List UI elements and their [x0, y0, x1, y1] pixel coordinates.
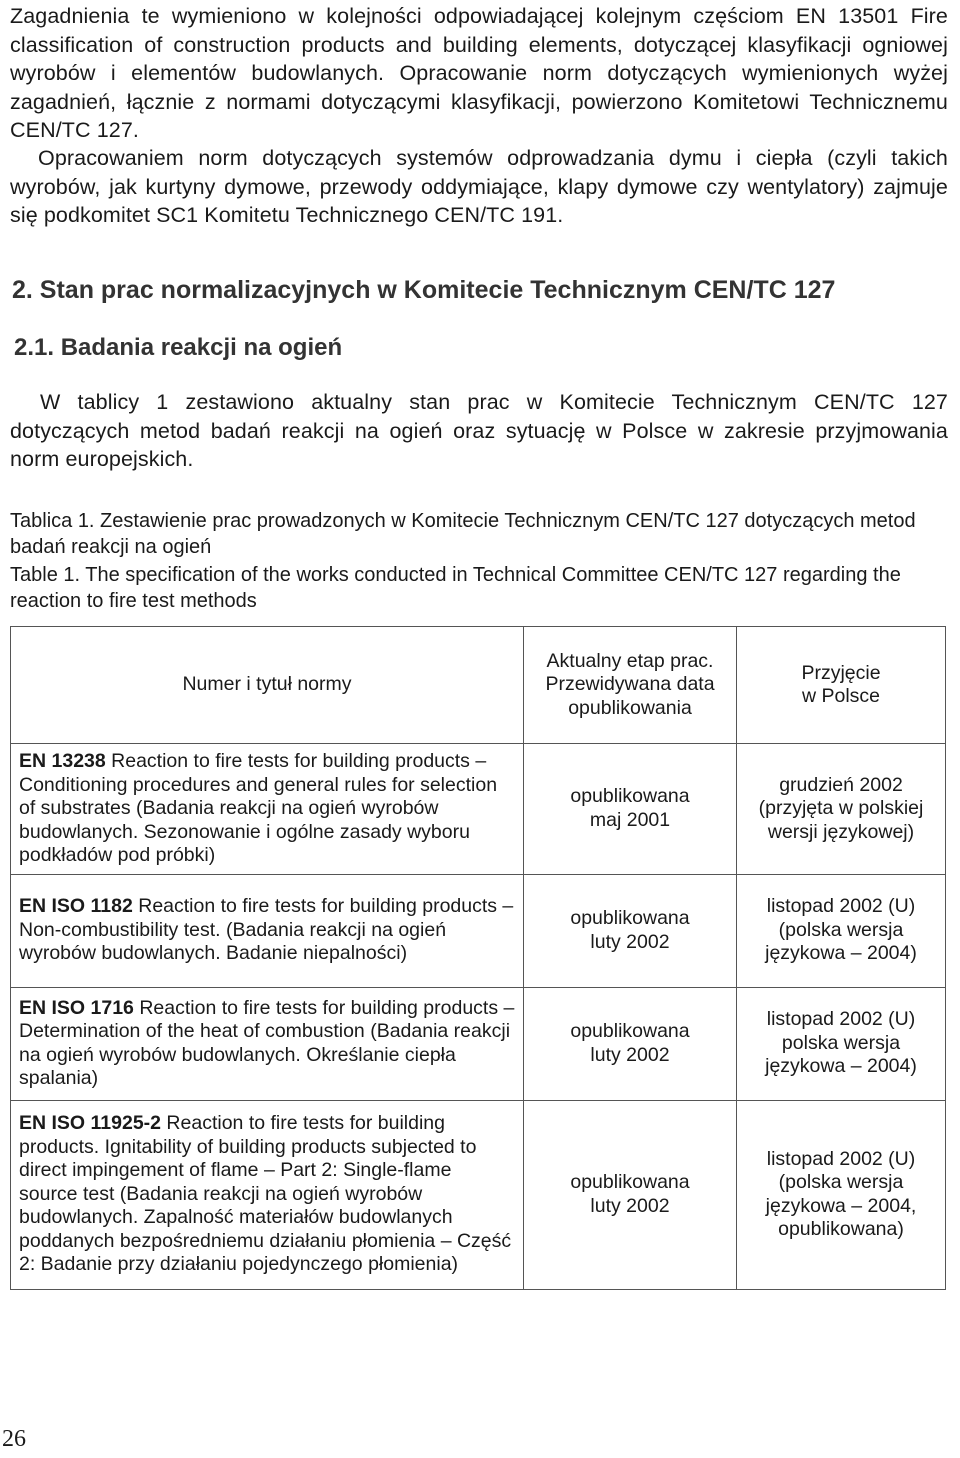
poland-cell [737, 744, 946, 875]
poland-line: językowa – 2004, [765, 1194, 917, 1217]
page-number: 26 [2, 1426, 26, 1452]
table-header-row [11, 627, 946, 744]
norms-table [10, 626, 946, 1290]
norm-title: Reaction to fire tests for building products – Conditioning procedures and general rules for selection of substrates (Badania reakcji na ogień wyrobów budowlanych. Sezonowanie i ogólne zasady wyboru podkładów pod próbki) [19, 750, 498, 866]
poland-line: listopad 2002 (U) [766, 895, 916, 918]
stage-line: opublikowana [570, 1020, 690, 1042]
norm-cell [11, 987, 524, 1100]
stage-cell [524, 987, 737, 1100]
stage-cell [524, 874, 737, 987]
poland-line: grudzień 2002 [779, 773, 903, 796]
table-intro-paragraph: W tablicy 1 zestawiono aktualny stan prac w Komitecie Technicznym CEN/TC 127 dotyczących metod badań reakcji na ogień oraz sytuację w Polsce w zakresie przyjmowania norm europejskich. [10, 390, 948, 471]
stage-line: luty 2002 [590, 1043, 670, 1066]
norm-title: Reaction to fire tests for building products – Non-combustibility test. (Badania reakcji na ogień wyrobów budowlanych. Badanie niepalności) [19, 895, 514, 965]
table-row [11, 874, 946, 987]
header-poland [737, 627, 946, 744]
poland-line: polska wersja [781, 1031, 901, 1054]
norm-title: Reaction to fire tests for building products – Determination of the heat of combustion (Badania reakcji na ogień wyrobów budowlanych. Określanie ciepła spalania) [19, 996, 515, 1089]
norm-code: EN ISO 1182 [19, 895, 133, 918]
norm-title: Reaction to fire tests for building products. Ignitability of building products subjected to direct impingement of flame – Part 2: Single-flame source test (Badania reakcji na ogień wyrobów budowlanych. Zapalność materiałów budowlanych poddanych bezpośredniemu działaniu płomienia – Część 2: Badanie przy działaniu pojedynczego płomienia) [19, 1112, 512, 1276]
stage-line: opublikowana [570, 1171, 690, 1193]
stage-line: maj 2001 [589, 808, 671, 831]
poland-line: językowa – 2004) [765, 942, 917, 965]
poland-line: językowa – 2004) [765, 1055, 917, 1078]
intro-paragraph: Zagadnienia te wymieniono w kolejności odpowiadającej kolejnym częściom EN 13501 Fire classification of construction products and building elements, dotyczącej klasyfikacji ogniowej wyrobów i elementów budowlanych. Opracowanie norm dotyczących wymienionych wyżej zagadnień, łącznie z normami dotyczącymi klasyfikacji, powierzono Komitetowi Technicznemu CEN/TC 127. [10, 4, 948, 142]
poland-cell [737, 1100, 946, 1289]
header-poland-line: Przyjęcie [801, 661, 881, 684]
stage-cell [524, 744, 737, 875]
header-norm: Numer i tytuł normy [11, 627, 524, 744]
table-row [11, 987, 946, 1100]
stage-line: opublikowana [570, 907, 690, 929]
poland-cell [737, 987, 946, 1100]
poland-line: (przyjęta w polskiej [758, 797, 924, 819]
norm-code: EN ISO 11925-2 [19, 1112, 162, 1135]
norm-cell [11, 1100, 524, 1289]
smoke-systems-paragraph: Opracowaniem norm dotyczących systemów odprowadzania dymu i ciepła (czyli takich wyrobów, jak kurtyny dymowe, przewody oddymiające, klapy dymowe czy wentylatory) zajmuje się podkomitet SC1 Komitetu Technicznego CEN/TC 191. [10, 146, 948, 227]
poland-line: wersji językowej) [767, 820, 915, 843]
norm-cell [11, 744, 524, 875]
poland-line: (polska wersja [778, 918, 904, 941]
subsection-heading: 2.1. Badania reakcji na ogień [14, 334, 343, 361]
norm-cell [11, 874, 524, 987]
poland-cell [737, 874, 946, 987]
poland-line: listopad 2002 (U) [766, 1008, 916, 1031]
stage-line: luty 2002 [590, 1194, 670, 1217]
header-stage-line: Aktualny etap prac. [546, 649, 714, 672]
header-poland-line: w Polsce [801, 685, 881, 707]
table-row [11, 744, 946, 875]
table-caption-pl: Tablica 1. Zestawienie prac prowadzonych w Komitecie Technicznym CEN/TC 127 dotyczących metod badań reakcji na ogień [10, 510, 916, 558]
header-stage [524, 627, 737, 744]
norm-code: EN 13238 [19, 750, 106, 772]
header-stage-line: Przewidywana data [545, 673, 715, 696]
header-stage-line: opublikowania [568, 696, 692, 719]
stage-line: opublikowana [570, 785, 690, 808]
table-row [11, 1100, 946, 1289]
poland-line: listopad 2002 (U) [766, 1147, 916, 1170]
stage-cell [524, 1100, 737, 1289]
norm-code: EN ISO 1716 [19, 996, 134, 1019]
section-heading: 2. Stan prac normalizacyjnych w Komitecie Technicznym CEN/TC 127 [12, 276, 836, 304]
stage-line: luty 2002 [590, 930, 670, 953]
poland-line: (polska wersja [778, 1171, 904, 1193]
table-caption-en: Table 1. The specification of the works conducted in Technical Committee CEN/TC 127 regarding the reaction to fire test methods [10, 564, 901, 612]
poland-line: opublikowana) [778, 1218, 904, 1240]
